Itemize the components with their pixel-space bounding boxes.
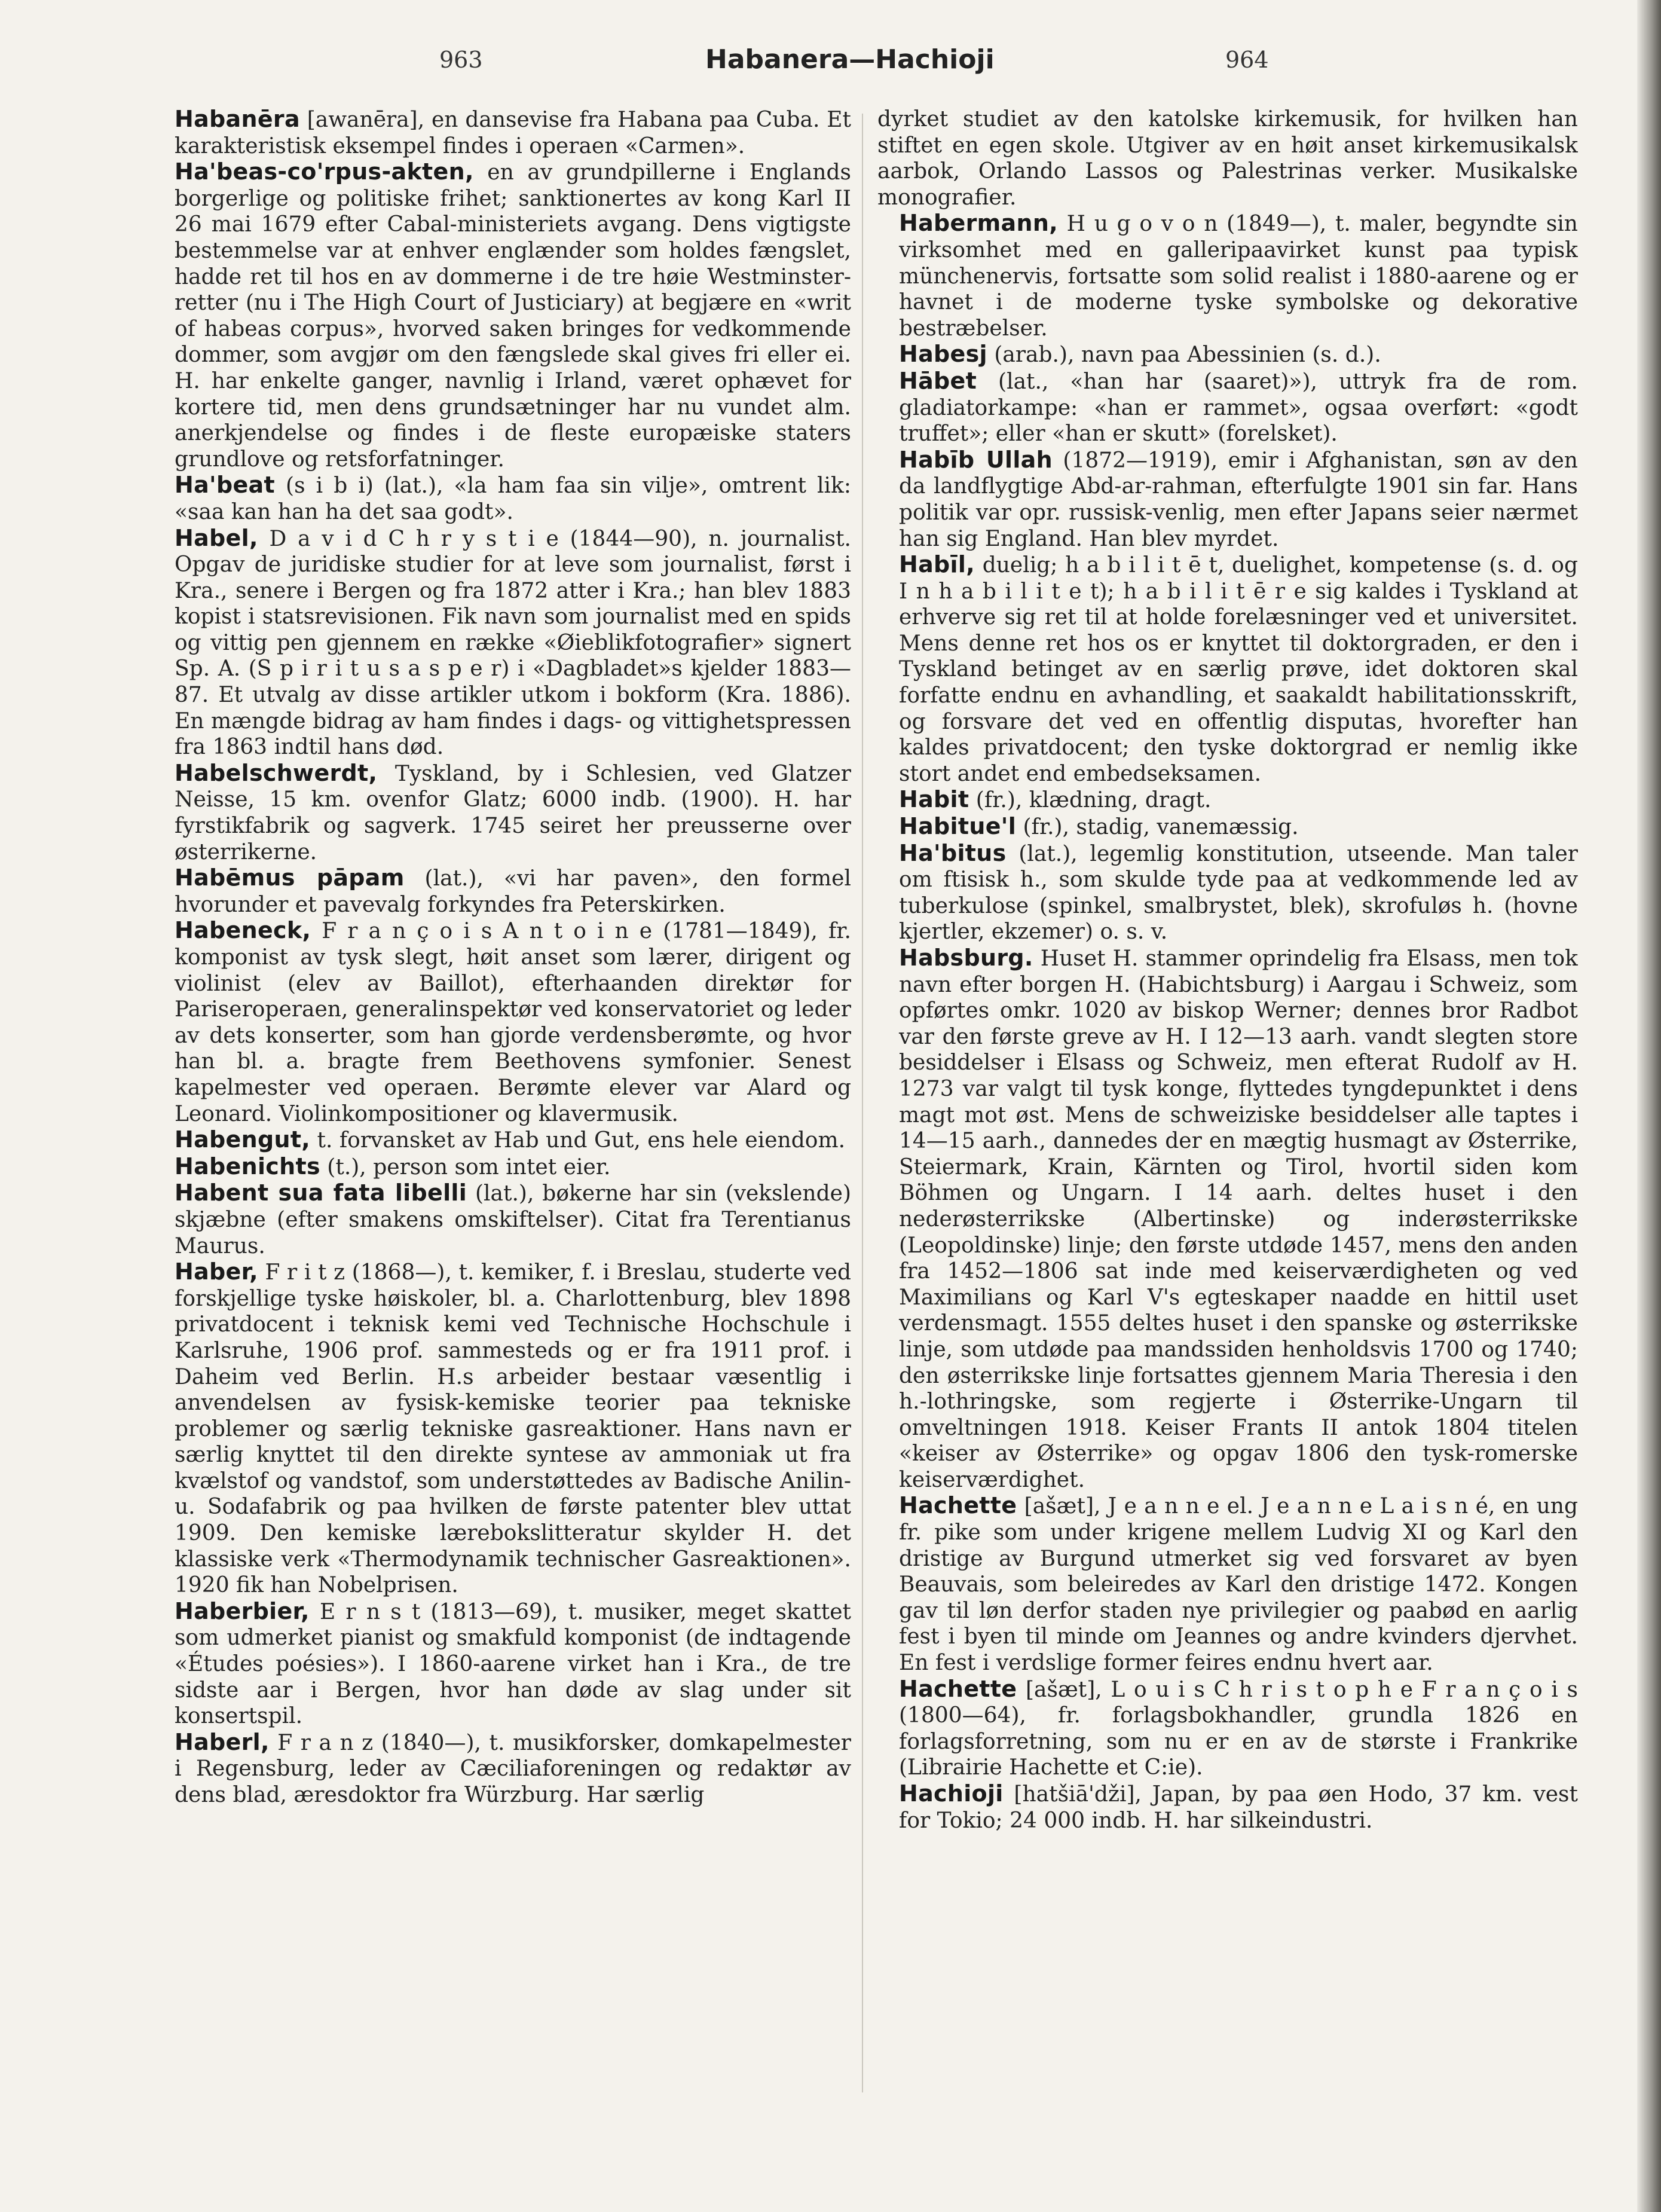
entry-text: [ašæt], L o u i s C h r i s t o p h e F r a n ç o i s (1800—64), fr. forlagsbokhandler, grundla 1826 en forlagsforretning, som nu er en av de største i Frankrike (Librairie Hachette et C:ie). (899, 1677, 1578, 1780)
entry-headword: Hachette (899, 1675, 1017, 1702)
entry-text: F r a n z (1840—), t. musikforsker, domkapelmester i Regensburg, leder av Cæciliaforeningen og redaktør av dens blad, æresdoktor fra Würzburg. Har særlig (175, 1730, 851, 1807)
entry-text: (arab.), navn paa Abessinien (s. d.). (987, 343, 1381, 368)
entry-headword: Habitue'l (899, 813, 1017, 840)
dictionary-entry (877, 787, 1578, 814)
entry-text: (lat.), legemlig konstitution, utseende. Man taler om ftisisk h., som skulde tyde paa at vedkommende led av tuberkulose (spinkel, smalbrystet, blek), skrofuløs h. (hovne kjertler, ekzemer) o. s. v. (899, 841, 1578, 945)
left-column (153, 106, 851, 2109)
dictionary-entry (153, 1154, 851, 1181)
dictionary-entry (877, 841, 1578, 945)
entry-text: en av grundpillerne i Englands borgerlige og politiske frihet; sanktionertes av kong Karl II 26 mai 1679 efter Cabal-ministeriets avgang. Dens vigtigste bestemmelse var at enhver englænder som holdes fængslet, hadde ret til hos en av dommerne i de tre høie Westminster-retter (nu i The High Court of Justiciary) at begjære en «writ of habeas corpus», hvorved saken bringes for vedkommende dommer, som avgjør om den fængslede skal gives fri eller ei. H. har enkelte ganger, navnlig i Irland, været ophævet for kortere tid, men dens grundsætninger har nu vundet alm. anerkjendelse og findes i de fleste europæiske staters grundlove og retsforfatninger. (175, 160, 851, 472)
dictionary-entry (153, 865, 851, 918)
entry-text: t. forvansket av Hab und Gut, ens hele eiendom. (310, 1128, 846, 1153)
entry-text: (1872—1919), emir i Afghanistan, søn av den da landflygtige Abd-ar-rahman, efterfulgte 1901 sin far. Hans politik var opr. russisk-venlig, men efter Japans seier nærmet han sig England. Han blev myrdet. (899, 448, 1578, 551)
entry-headword: Habel, (175, 524, 258, 551)
entry-headword: Habīl, (899, 551, 975, 578)
column-divider (862, 114, 863, 2092)
entry-headword: Habanēra (175, 106, 300, 132)
entry-text: E r n s t (1813—69), t. musiker, meget skattet som udmerket pianist og smakfuld komponist (de indtagende «Études poésies»). I 1860-aarene virket han i Kra., de tre sidste aar i Bergen, hvor han døde av slag under sit konsertspil. (175, 1599, 851, 1729)
entry-text: duelig; h a b i l i t ē t, duelighet, kompetense (s. d. og I n h a b i l i t e t); h a b i l i t ē r e sig kaldes i Tyskland at erhverve sig ret til at holde forelæsninger ved et universitet. Mens denne ret hos os er knyttet til doktorgraden, er den i Tyskland betinget av en særlig prøve, idet doktoren skal forfatte endnu en avhandling, et saakaldt habilitationsskrift, og forsvare det ved en offentlig disputas, hvorefter han kaldes privatdocent; den tyske doktorgrad er nemlig ikke stort andet end embedseksamen. (899, 553, 1578, 786)
entry-text: (lat.), «vi har paven», den formel hvorunder et pavevalg forkyndes fra Peterskirken. (175, 866, 851, 917)
entry-text: F r i t z (1868—), t. kemiker, f. i Breslau, studerte ved forskjellige tyske høiskoler, bl. a. Charlottenburg, blev 1898 privatdocent i teknisk kemi ved Technische Hochschule i Karlsruhe, 1906 prof. sammesteds og er fra 1911 prof. i Daheim ved Berlin. H.s arbeider bestaar væsentlig i anvendelsen av fysisk-kemiske teorier paa tekniske problemer og særlig tekniske gasreaktioner. Hans navn er særlig knyttet til den direkte syntese av ammoniak ut fra kvælstof og vandstof, som understøttedes av Badische Anilin- u. Sodafabrik og paa hvilken de første patenter blev uttat 1909. Den kemiske lærebokslitteratur skylder H. det klassiske verk «Thermodynamik technischer Gasreaktionen». 1920 fik han Nobelprisen. (175, 1260, 851, 1598)
dictionary-entry (877, 552, 1578, 787)
dictionary-entry (877, 210, 1578, 341)
entry-headword: Habelschwerdt, (175, 759, 378, 786)
entry-headword: Haberl, (175, 1728, 270, 1755)
entry-headword: Ha'beas-co'rpus-akten, (175, 158, 474, 185)
dictionary-entry (877, 341, 1578, 368)
entry-headword: Habēmus pāpam (175, 864, 405, 891)
entry-text: (lat.), bøkerne har sin (vekslende) skjæbne (efter smakens omskiftelser). Citat fra Terentianus Maurus. (175, 1181, 851, 1258)
entry-headword: Hābet (899, 367, 977, 394)
page-edge-shadow (1637, 0, 1661, 2212)
dictionary-entry (153, 472, 851, 525)
dictionary-entry (153, 1599, 851, 1730)
entry-headword: Haberbier, (175, 1597, 310, 1624)
dictionary-entry (877, 1493, 1578, 1676)
entry-headword: Hachioji (899, 1780, 1004, 1807)
entry-text: Tyskland, by i Schlesien, ved Glatzer Neisse, 15 km. ovenfor Glatz; 6000 indb. (1900). H. har fyrstikfabrik og sagverk. 1745 seiret her preusserne over østerrikerne. (175, 761, 851, 864)
dictionary-entry (153, 106, 851, 159)
entry-text: Huset H. stammer oprindelig fra Elsass, men tok navn efter borgen H. (Habichtsburg) i Aargau i Schweiz, som opførtes omkr. 1020 av biskop Werner; dennes bror Radbot var den første greve av H. I 12—13 aarh. vandt slegten store besiddelser i Elsass og Schweiz, men efterat Rudolf av H. 1273 var valgt til tysk konge, flyttedes tyngdepunktet i dens magt mot øst. Mens de schweiziske besiddelser alle taptes i 14—15 aarh., dannedes der en mægtig husmagt av Østerrike, Steiermark, Krain, Kärnten og Tirol, hvortil siden kom Böhmen og Ungarn. I 14 aarh. deltes huset i den nederøsterrikske (Albertinske) og inderøsterrikske (Leopoldinske) linje; den første utdøde 1457, mens den anden fra 1452—1806 sat inde med keiserværdigheten og ved Maximilians og Karl V's egteskaper naadde en hittil uset verdensmagt. 1555 deltes huset i den spanske og østerrikske linje, som utdøde paa mandssiden henholdsvis 1700 og 1740; den østerrikske linje fortsattes gjennem Maria Theresia i den h.-lothringske, som regjerte i Østerrike-Ungarn til omveltningen 1918. Keiser Frants II antok 1804 titelen «keiser av Østerrike» og opgav 1806 den tysk-romerske keiserværdighet. (899, 946, 1578, 1492)
page-number-right: 964 (1225, 47, 1269, 73)
entry-text: dyrket studiet av den katolske kirkemusik, for hvilken han stiftet en egen skole. Utgiver av en høit anset kirkemusikalsk aarbok, Orlando Lassos og Palestrinas verker. Musikalske monografier. (877, 107, 1578, 210)
entry-text: (fr.), stadig, vanemæssig. (1016, 815, 1299, 840)
dictionary-entry (877, 447, 1578, 552)
entry-headword: Ha'beat (175, 472, 275, 499)
entry-headword: Habermann, (899, 210, 1058, 237)
running-title: Habanera—Hachioji (705, 44, 995, 75)
page-header (0, 44, 1661, 94)
entry-text: F r a n ç o i s A n t o i n e (1781—1849), fr. komponist av tysk slegt, høit anset som lærer, dirigent og violinist (elev av Baillot), efterhaanden direktør for Pariseroperaen, generalinspektør ved konservatoriet og leder av dets konserter, som han gjorde verdensberømte, og hvor han bl. a. bragte frem Beethovens symfonier. Senest kapelmester ved operaen. Berømte elever var Alard og Leonard. Violinkompositioner og klavermusik. (175, 919, 851, 1126)
entry-headword: Habsburg. (899, 945, 1033, 971)
dictionary-entry (877, 814, 1578, 841)
dictionary-entry (877, 368, 1578, 447)
dictionary-entry (877, 945, 1578, 1493)
entry-text: (t.), person som intet eier. (320, 1154, 611, 1180)
entry-headword: Habeneck, (175, 917, 311, 944)
dictionary-entry (153, 1730, 851, 1808)
entry-headword: Ha'bitus (899, 839, 1007, 866)
right-column (877, 106, 1578, 2109)
entry-text: (lat., «han har (saaret)»), uttryk fra de rom. gladiatorkampe: «han er rammet», ogsaa overført: «godt truffet»; eller «han er skutt» (forelsket). (899, 369, 1578, 447)
entry-headword: Hachette (899, 1492, 1017, 1519)
entry-headword: Haber, (175, 1258, 258, 1285)
entry-headword: Habengut, (175, 1126, 311, 1153)
entry-text: [awanēra], en dansevise fra Habana paa Cuba. Et karakteristisk eksempel findes i operaen «Carmen». (175, 108, 851, 158)
dictionary-entry (153, 1259, 851, 1599)
entry-headword: Habesj (899, 341, 987, 368)
entry-text: H u g o v o n (1849—), t. maler, begyndte sin virksomhet med en galleripaavirket kunst paa typisk münchenervis, fortsatte som solid realist i 1880-aarene og er havnet i de moderne tyske symbolske og dekorative bestræbelser. (899, 212, 1578, 341)
entry-headword: Habent sua fata libelli (175, 1180, 467, 1206)
page-number-left: 963 (439, 47, 483, 73)
entry-text: (fr.), klædning, dragt. (969, 788, 1212, 813)
dictionary-entry (153, 918, 851, 1127)
dictionary-entry (153, 1180, 851, 1259)
dictionary-entry (153, 1127, 851, 1154)
dictionary-entry (153, 525, 851, 760)
entry-text: (s i b i) (lat.), «la ham faa sin vilje», omtrent lik: «saa kan han ha det saa godt». (175, 473, 851, 524)
entry-text: [ašæt], J e a n n e el. J e a n n e L a i s n é, en ung fr. pike som under krigene mellem Ludvig XI og Karl den dristige av Burgund utmerket sig ved forsvaret av byen Beauvais, som beleiredes av Karl den dristige 1472. Kongen gav til løn derfor staden nye privilegier og paabød en aarlig fest i byen til minde om Jeannes og andre kvinders djervhet. En fest i verdslige former feires endnu hvert aar. (899, 1494, 1578, 1676)
dictionary-entry (153, 159, 851, 472)
dictionary-entry (877, 106, 1578, 210)
dictionary-entry (877, 1781, 1578, 1834)
entry-text: [hatšiā'dži], Japan, by paa øen Hodo, 37 km. vest for Tokio; 24 000 indb. H. har silkeindustri. (899, 1782, 1578, 1833)
entry-headword: Habīb Ullah (899, 446, 1053, 473)
entry-headword: Habenichts (175, 1153, 320, 1180)
dictionary-entry (877, 1676, 1578, 1781)
dictionary-entry (153, 760, 851, 865)
entry-headword: Habit (899, 786, 969, 813)
entry-text: D a v i d C h r y s t i e (1844—90), n. journalist. Opgav de juridiske studier for at leve som journalist, først i Kra., senere i Bergen og fra 1872 atter i Kra.; han blev 1883 kopist i statsrevisionen. Fik navn som journalist med en spids og vittig pen gjennem en række «Øieblikfotografier» signert Sp. A. (S p i r i t u s a s p e r) i «Dagbladet»s kjelder 1883—87. Et utvalg av disse artikler utkom i bokform (Kra. 1886). En mængde bidrag av ham findes i dags- og vittighetspressen fra 1863 indtil hans død. (175, 526, 851, 760)
